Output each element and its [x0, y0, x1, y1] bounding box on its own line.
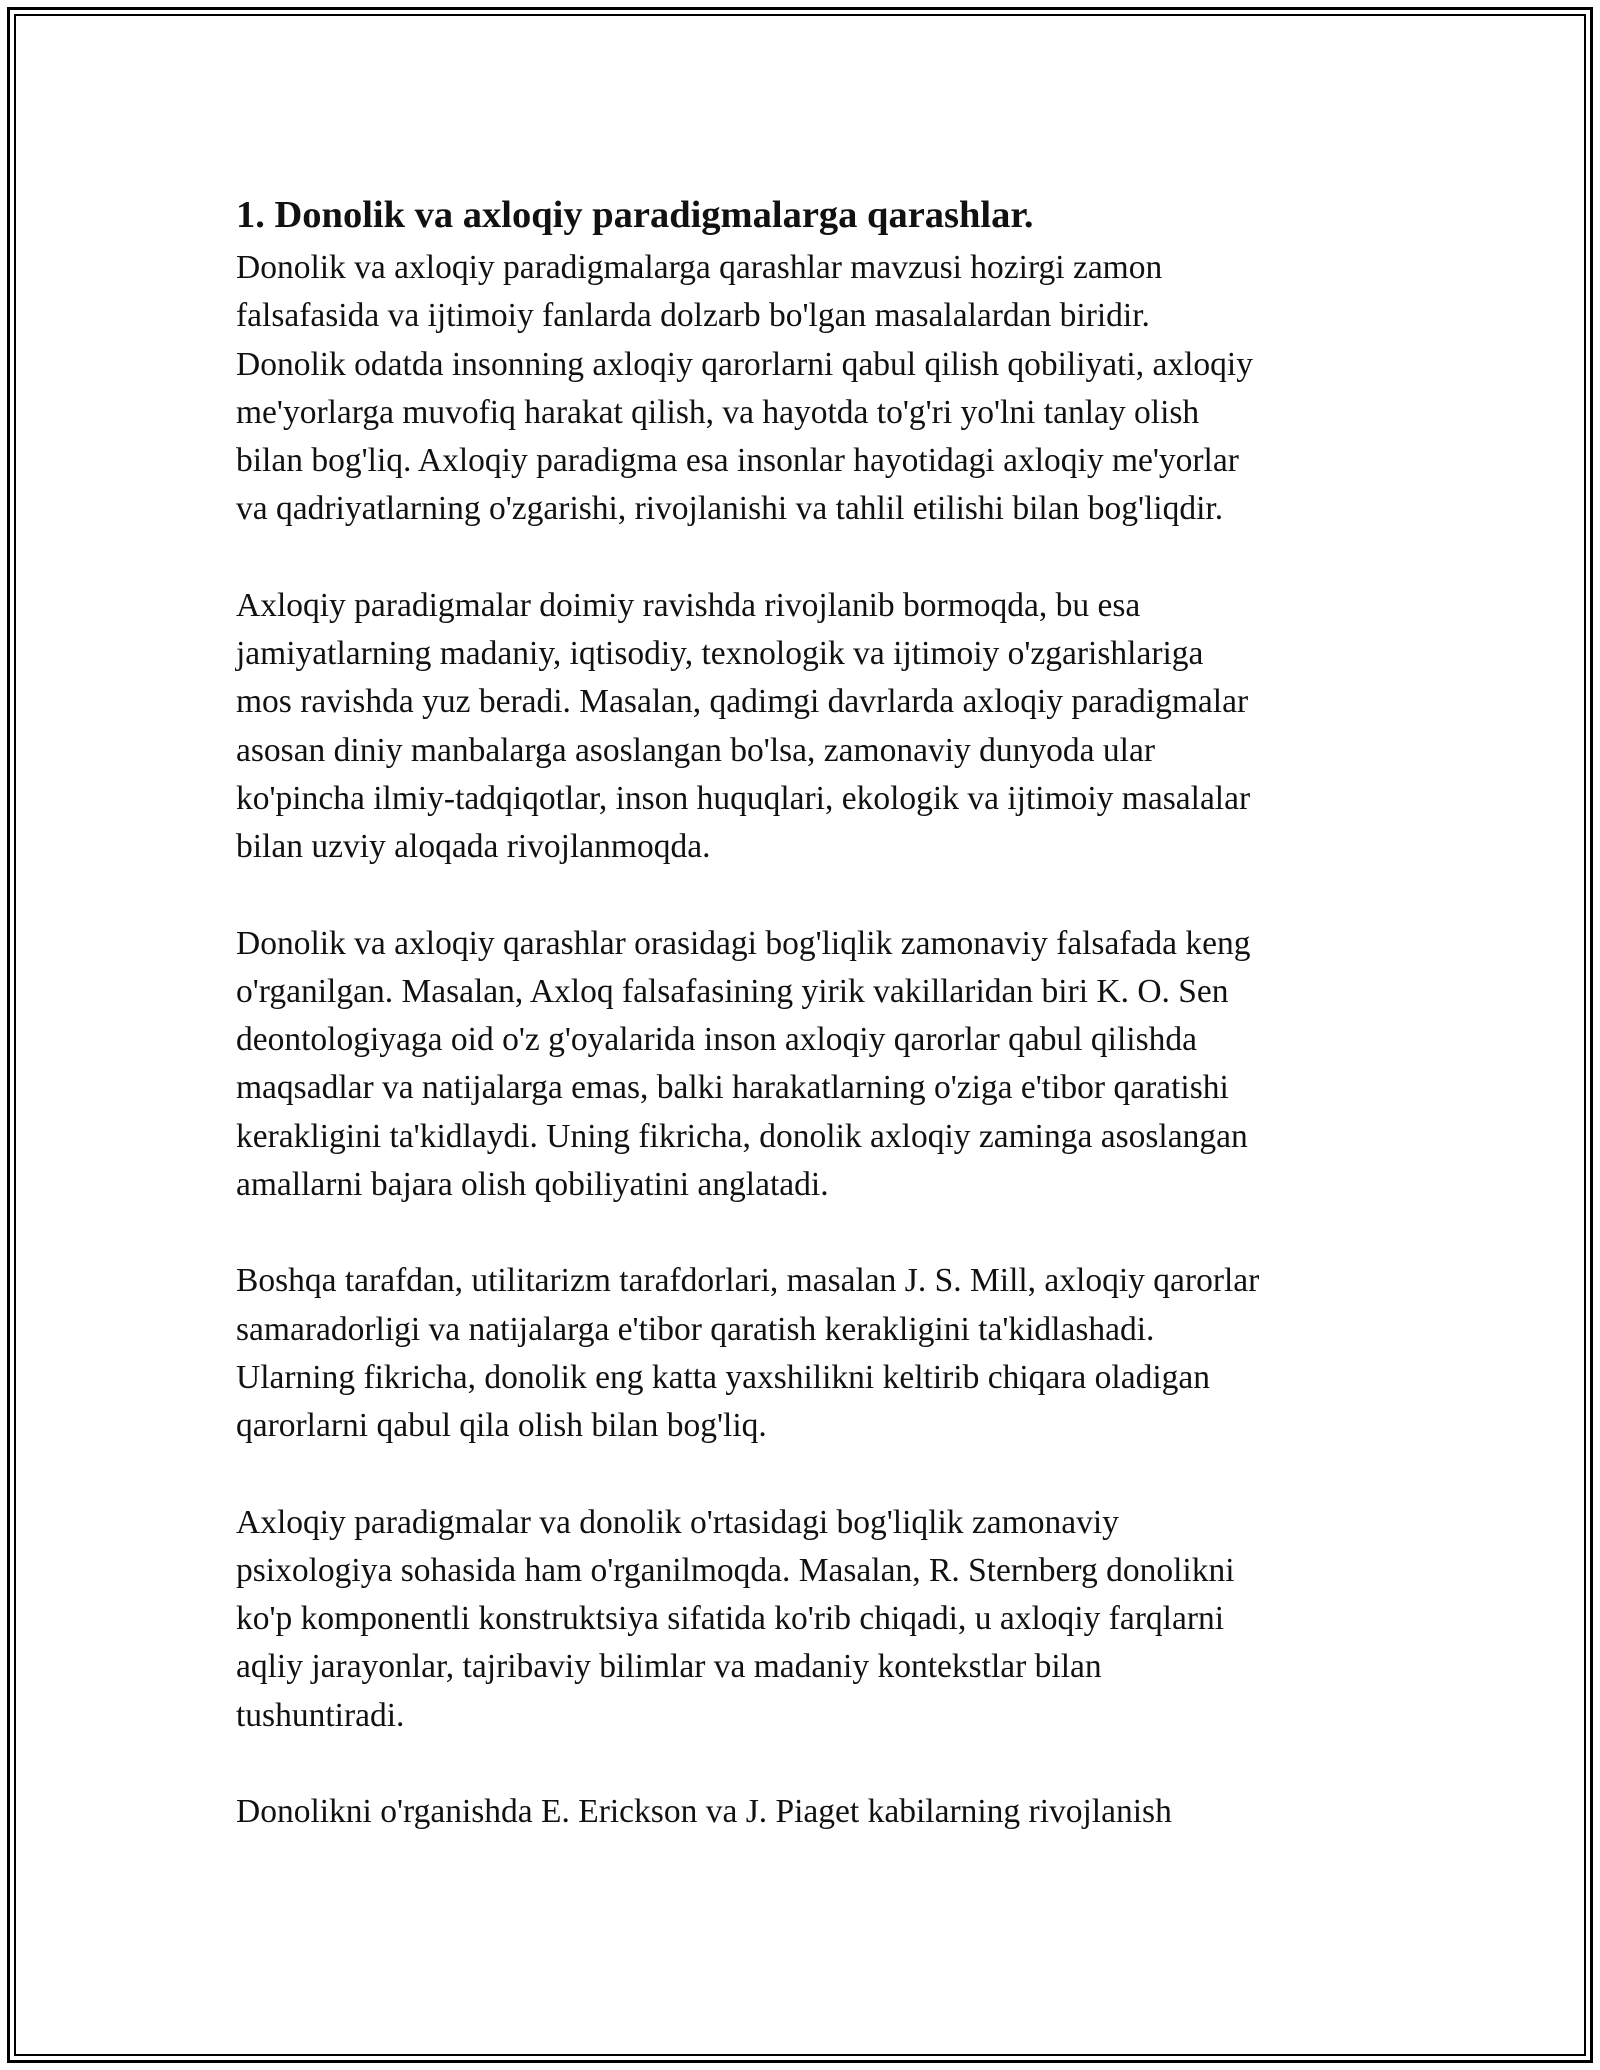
- paragraph-line: asosan diniy manbalarga asoslangan bo'lsa, zamonaviy dunyoda ular: [236, 731, 1155, 769]
- paragraph-line: Boshqa tarafdan, utilitarizm tarafdorlari, masalan J. S. Mill, axloqiy qarorlar: [236, 1262, 1260, 1300]
- paragraph-list: [236, 244, 1366, 1836]
- paragraph-line: qarorlarni qabul qila olish bilan bog'liq.: [236, 1407, 767, 1445]
- paragraph-line: deontologiyaga oid o'z g'oyalarida inson axloqiy qarorlar qabul qilishda: [236, 1021, 1197, 1059]
- document-body: [236, 186, 1366, 1836]
- paragraph-line: Donolik va axloqiy paradigmalarga qarashlar mavzusi hozirgi zamon: [236, 249, 1163, 286]
- paragraph-line: samaradorligi va natijalarga e'tibor qaratish kerakligini ta'kidlashadi.: [236, 1310, 1155, 1348]
- paragraph-line: Donolik va axloqiy qarashlar orasidagi bog'liqlik zamonaviy falsafada keng: [236, 924, 1251, 962]
- paragraph: [236, 1788, 1366, 1836]
- paragraph-line: amallarni bajara olish qobiliyatini anglatadi.: [236, 1166, 829, 1204]
- paragraph-line: o'rganilgan. Masalan, Axloq falsafasining yirik vakillaridan biri K. O. Sen: [236, 972, 1229, 1010]
- paragraph-line: aqliy jarayonlar, tajribaviy bilimlar va madaniy kontekstlar bilan: [236, 1648, 1102, 1686]
- paragraph-line: Axloqiy paradigmalar doimiy ravishda rivojlanib bormoqda, bu esa: [236, 586, 1141, 624]
- paragraph-line: mos ravishda yuz beradi. Masalan, qadimgi davrlarda axloqiy paradigmalar: [236, 683, 1249, 721]
- paragraph-line: kerakligini ta'kidlaydi. Uning fikricha, donolik axloqiy zaminga asoslangan: [236, 1117, 1248, 1155]
- paragraph-line: bilan bog'liq. Axloqiy paradigma esa insonlar hayotidagi axloqiy me'yorlar: [236, 442, 1239, 480]
- paragraph-line: Ularning fikricha, donolik eng katta yaxshilikni keltirib chiqara oladigan: [236, 1358, 1211, 1396]
- paragraph-line: ko'pincha ilmiy-tadqiqotlar, inson huquqlari, ekologik va ijtimoiy masalalar: [236, 779, 1251, 817]
- paragraph-line: ko'p komponentli konstruktsiya sifatida ko'rib chiqadi, u axloqiy farqlarni: [236, 1600, 1225, 1638]
- paragraph-line: Donolikni o'rganishda E. Erickson va J. Piaget kabilarning rivojlanish: [236, 1793, 1172, 1831]
- paragraph-line: Donolik odatda insonning axloqiy qarorlarni qabul qilish qobiliyati, axloqiy: [236, 345, 1253, 383]
- paragraph: [236, 920, 1366, 1210]
- paragraph-line: bilan uzviy aloqada rivojlanmoqda.: [236, 828, 711, 866]
- paragraph: [236, 1257, 1366, 1450]
- paragraph-line: tushuntiradi.: [236, 1696, 405, 1734]
- paragraph-line: psixologiya sohasida ham o'rganilmoqda. Masalan, R. Sternberg donolikni: [236, 1551, 1235, 1589]
- section-heading: 1. Donolik va axloqiy paradigmalarga qarashlar.: [236, 194, 1034, 236]
- paragraph: [236, 244, 1366, 534]
- paragraph: [236, 1499, 1366, 1740]
- paragraph: [236, 582, 1366, 872]
- paragraph-line: jamiyatlarning madaniy, iqtisodiy, texnologik va ijtimoiy o'zgarishlariga: [236, 635, 1204, 673]
- paragraph-line: me'yorlarga muvofiq harakat qilish, va hayotda to'g'ri yo'lni tanlay olish: [236, 393, 1200, 431]
- paragraph-line: falsafasida va ijtimoiy fanlarda dolzarb bo'lgan masalalardan biridir.: [236, 297, 1150, 335]
- paragraph-line: va qadriyatlarning o'zgarishi, rivojlanishi va tahlil etilishi bilan bog'liqdir.: [236, 490, 1224, 528]
- paragraph-line: maqsadlar va natijalarga emas, balki harakatlarning o'ziga e'tibor qaratishi: [236, 1069, 1229, 1107]
- paragraph-line: Axloqiy paradigmalar va donolik o'rtasidagi bog'liqlik zamonaviy: [236, 1503, 1119, 1541]
